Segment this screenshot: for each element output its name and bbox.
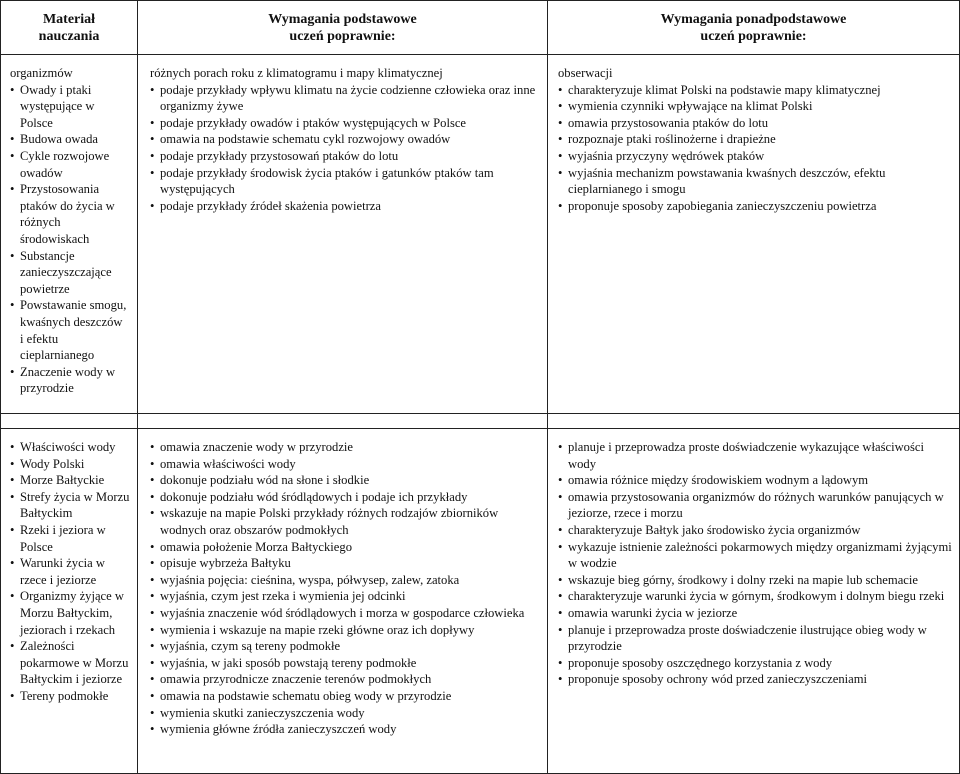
- header-line: Materiał: [42, 12, 96, 27]
- list-item: • omawia różnice między środowiskiem wodnym a lądowym: [558, 472, 954, 489]
- list-item: • omawia położenie Morza Bałtyckiego: [150, 539, 544, 556]
- row2-material-cell: [10, 439, 130, 705]
- list-item: • dokonuje podziału wód śródlądowych i podaje ich przykłady: [150, 489, 544, 506]
- list-item: • wyjaśnia mechanizm powstawania kwaśnych deszczów, efektu cieplarnianego i smogu: [558, 165, 954, 198]
- list-item: • Właściwości wody: [10, 439, 130, 456]
- list-item: • podaje przykłady przystosowań ptaków do lotu: [150, 148, 542, 165]
- list-item: • wyjaśnia, czym są tereny podmokłe: [150, 638, 544, 655]
- header-line: uczeń poprawnie:: [700, 29, 807, 44]
- list-item: • omawia przystosowania ptaków do lotu: [558, 115, 954, 132]
- row2-basic-cell: [150, 439, 544, 738]
- list-item: • Morze Bałtyckie: [10, 472, 130, 489]
- row1-material-cell: [10, 65, 128, 397]
- list-item: • Przystosowania ptaków do życia w różnych środowiskach: [10, 181, 128, 247]
- list-item: • Strefy życia w Morzu Bałtyckim: [10, 489, 130, 522]
- header-line: Wymagania ponadpodstawowe: [660, 12, 847, 27]
- list-item: • proponuje sposoby ochrony wód przed zanieczyszczeniami: [558, 671, 954, 688]
- list-item: • wyjaśnia, w jaki sposób powstają tereny podmokłe: [150, 655, 544, 672]
- row2-advanced-cell: [558, 439, 954, 688]
- row-divider: [0, 428, 960, 429]
- list-item: • planuje i przeprowadza proste doświadczenie wykazujące właściwości wody: [558, 439, 954, 472]
- list-item: • charakteryzuje klimat Polski na podstawie mapy klimatycznej: [558, 82, 954, 99]
- list-item: • Wody Polski: [10, 456, 130, 473]
- row-divider: [0, 413, 960, 414]
- list-item: • planuje i przeprowadza proste doświadczenie ilustrujące obieg wody w przyrodzie: [558, 622, 954, 655]
- list-item: różnych porach roku z klimatogramu i mapy klimatycznej: [150, 66, 443, 80]
- column-divider: [137, 0, 138, 774]
- list-item: • omawia przystosowania organizmów do różnych warunków panujących w jeziorze, rzece i morzu: [558, 489, 954, 522]
- list-item: • charakteryzuje warunki życia w górnym, środkowym i dolnym biegu rzeki: [558, 588, 954, 605]
- list-item: • omawia przyrodnicze znaczenie terenów podmokłych: [150, 671, 544, 688]
- header-line: nauczania: [38, 29, 100, 44]
- list-item: • Cykle rozwojowe owadów: [10, 148, 128, 181]
- row1-basic-cell: [150, 65, 542, 214]
- table-border-top: [0, 0, 960, 1]
- list-item: • wymienia i wskazuje na mapie rzeki główne oraz ich dopływy: [150, 622, 544, 639]
- list-item: • opisuje wybrzeża Bałtyku: [150, 555, 544, 572]
- list-item: • omawia na podstawie schematu cykl rozwojowy owadów: [150, 131, 542, 148]
- header-basic-requirements: [138, 11, 547, 45]
- header-material: [1, 11, 137, 45]
- list-item: • wskazuje bieg górny, środkowy i dolny rzeki na mapie lub schemacie: [558, 572, 954, 589]
- list-item: • wskazuje na mapie Polski przykłady różnych rodzajów zbiorników wodnych oraz obszarów podmokłych: [150, 505, 544, 538]
- list-item: • Zależności pokarmowe w Morzu Bałtyckim i jeziorze: [10, 638, 130, 688]
- list-item: • wyjaśnia znaczenie wód śródlądowych i morza w gospodarce człowieka: [150, 605, 544, 622]
- list-item: • Rzeki i jeziora w Polsce: [10, 522, 130, 555]
- header-line: Wymagania podstawowe: [268, 12, 417, 27]
- list-item: • charakteryzuje Bałtyk jako środowisko życia organizmów: [558, 522, 954, 539]
- list-item: • wyjaśnia przyczyny wędrówek ptaków: [558, 148, 954, 165]
- row1-advanced-cell: [558, 65, 954, 214]
- header-line: uczeń poprawnie:: [289, 29, 396, 44]
- list-item: • omawia warunki życia w jeziorze: [558, 605, 954, 622]
- table-border-left: [0, 0, 1, 774]
- list-item: • podaje przykłady środowisk życia ptaków i gatunków ptaków tam występujących: [150, 165, 542, 198]
- list-item: • proponuje sposoby oszczędnego korzystania z wody: [558, 655, 954, 672]
- header-divider: [0, 54, 960, 55]
- list-item: • wymienia skutki zanieczyszczenia wody: [150, 705, 544, 722]
- list-item: • podaje przykłady źródeł skażenia powietrza: [150, 198, 542, 215]
- list-item: organizmów: [10, 66, 73, 80]
- list-item: • wymienia główne źródła zanieczyszczeń wody: [150, 721, 544, 738]
- list-item: • podaje przykłady wpływu klimatu na życie codzienne człowieka oraz inne organizmy żywe: [150, 82, 542, 115]
- list-item: • wykazuje istnienie zależności pokarmowych między organizmami żyjącymi w wodzie: [558, 539, 954, 572]
- list-item: • wyjaśnia, czym jest rzeka i wymienia jej odcinki: [150, 588, 544, 605]
- list-item: • omawia znaczenie wody w przyrodzie: [150, 439, 544, 456]
- list-item: • proponuje sposoby zapobiegania zanieczyszczeniu powietrza: [558, 198, 954, 215]
- list-item: • omawia właściwości wody: [150, 456, 544, 473]
- list-item: • wymienia czynniki wpływające na klimat Polski: [558, 98, 954, 115]
- list-item: • Warunki życia w rzece i jeziorze: [10, 555, 130, 588]
- list-item: obserwacji: [558, 66, 613, 80]
- list-item: • Owady i ptaki występujące w Polsce: [10, 82, 128, 132]
- list-item: • Znaczenie wody w przyrodzie: [10, 364, 128, 397]
- list-item: • Tereny podmokłe: [10, 688, 130, 705]
- list-item: • podaje przykłady owadów i ptaków występujących w Polsce: [150, 115, 542, 132]
- list-item: • rozpoznaje ptaki roślinożerne i drapieżne: [558, 131, 954, 148]
- list-item: • Substancje zanieczyszczające powietrze: [10, 248, 128, 298]
- list-item: • Budowa owada: [10, 131, 128, 148]
- list-item: • dokonuje podziału wód na słone i słodkie: [150, 472, 544, 489]
- list-item: • Organizmy żyjące w Morzu Bałtyckim, jeziorach i rzekach: [10, 588, 130, 638]
- list-item: • omawia na podstawie schematu obieg wody w przyrodzie: [150, 688, 544, 705]
- column-divider: [547, 0, 548, 774]
- list-item: • Powstawanie smogu, kwaśnych deszczów i efektu cieplarnianego: [10, 297, 128, 363]
- header-advanced-requirements: [548, 11, 959, 45]
- list-item: • wyjaśnia pojęcia: cieśnina, wyspa, półwysep, zalew, zatoka: [150, 572, 544, 589]
